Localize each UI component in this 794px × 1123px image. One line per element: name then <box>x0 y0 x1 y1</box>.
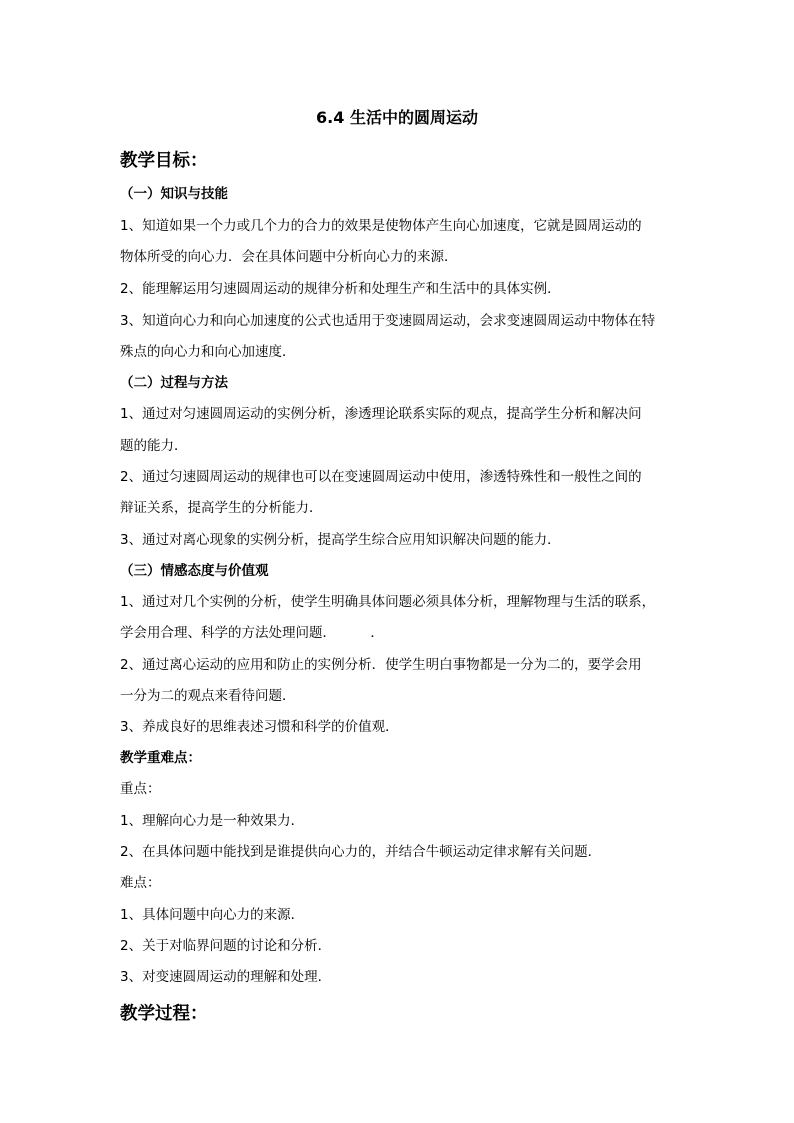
key-points-label: 重点： <box>120 781 161 797</box>
difficulty-heading: 教学重难点： <box>120 750 201 766</box>
paragraph-line: 3、知道向心力和向心加速度的公式也适用于变速圆周运动，会求变速圆周运动中物体在特 <box>120 313 656 329</box>
paragraph-line: 物体所受的向心力．会在具体问题中分析向心力的来源． <box>120 249 458 265</box>
paragraph-line: 3、对变速圆周运动的理解和处理． <box>120 969 332 985</box>
section-heading-knowledge: （一）知识与技能 <box>120 186 228 202</box>
paragraph-line: 题的能力． <box>120 438 188 454</box>
paragraph-line: 1、通过对匀速圆周运动的实例分析，渗透理论联系实际的观点，提高学生分析和解决问 <box>120 406 642 422</box>
paragraph-line: 一分为二的观点来看待问题． <box>120 688 296 704</box>
page-title: 6.4 生活中的圆周运动 <box>316 108 478 127</box>
objectives-heading: 教学目标： <box>120 151 208 171</box>
paragraph-line: 2、关于对临界问题的讨论和分析． <box>120 938 332 954</box>
paragraph-line: 辩证关系，提高学生的分析能力． <box>120 500 323 516</box>
section-heading-attitude: （三）情感态度与价值观 <box>120 563 269 579</box>
paragraph-line: 2、通过匀速圆周运动的规律也可以在变速圆周运动中使用，渗透特殊性和一般性之间的 <box>120 469 642 485</box>
paragraph-line: 1、知道如果一个力或几个力的合力的效果是使物体产生向心加速度，它就是圆周运动的 <box>120 218 642 234</box>
section-heading-process: （二）过程与方法 <box>120 375 228 391</box>
process-heading: 教学过程： <box>120 1004 208 1024</box>
paragraph-line: 3、通过对离心现象的实例分析，提高学生综合应用知识解决问题的能力． <box>120 532 561 548</box>
paragraph-line: 2、能理解运用匀速圆周运动的规律分析和处理生产和生活中的具体实例． <box>120 281 561 297</box>
paragraph-line: 3、养成良好的思维表述习惯和科学的价值观． <box>120 719 399 735</box>
paragraph-line: 1、理解向心力是一种效果力． <box>120 813 305 829</box>
paragraph-line: 2、在具体问题中能找到是谁提供向心力的，并结合牛顿运动定律求解有关问题． <box>120 844 602 860</box>
paragraph-line: 学会用合理、科学的方法处理问题． ． <box>120 625 384 641</box>
paragraph-line: 殊点的向心力和向心加速度． <box>120 344 296 360</box>
paragraph-line: 1、具体问题中向心力的来源． <box>120 907 305 923</box>
paragraph-line: 1、通过对几个实例的分析，使学生明确具体问题必须具体分析，理解物理与生活的联系， <box>120 594 656 610</box>
hard-points-label: 难点： <box>120 875 161 891</box>
paragraph-line: 2、通过离心运动的应用和防止的实例分析．使学生明白事物都是一分为二的，要学会用 <box>120 657 642 673</box>
